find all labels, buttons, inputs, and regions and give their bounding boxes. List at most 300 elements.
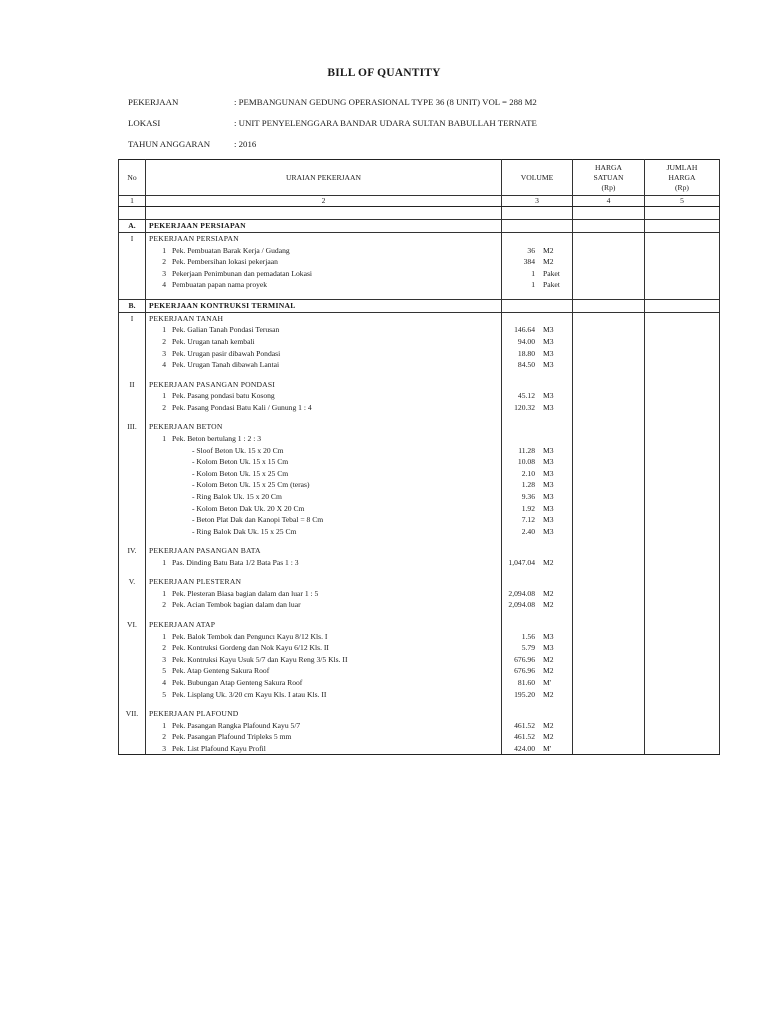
volume-quantity: 120.32	[514, 402, 535, 412]
jumlah-harga-cell	[645, 456, 720, 468]
item-desc	[146, 689, 502, 701]
group-row	[119, 421, 720, 433]
item-desc	[146, 348, 502, 360]
volume-quantity: 1,047.04	[508, 557, 535, 567]
header-harga-satuan-line: SATUAN	[593, 172, 624, 182]
jumlah-harga-cell	[645, 708, 720, 720]
table-row	[119, 279, 720, 291]
harga-satuan-cell	[573, 245, 645, 257]
no-cell	[119, 731, 146, 743]
group-title: PEKERJAAN TANAH	[146, 312, 502, 324]
no-cell	[119, 677, 146, 689]
item-desc	[146, 245, 502, 257]
item-desc	[146, 720, 502, 732]
volume-unit: M3	[543, 325, 554, 335]
meta-lokasi	[128, 118, 537, 128]
item-number: 2	[162, 732, 166, 742]
item-description: Pek. Pembuatan Barak Kerja / Gudang	[172, 245, 290, 255]
item-number: 4	[162, 360, 166, 370]
item-number: 3	[162, 743, 166, 753]
item-description: - Kolom Beton Uk. 15 x 25 Cm	[192, 468, 289, 478]
header-uraian: URAIAN PEKERJAAN	[146, 160, 502, 196]
group-title: PEKERJAAN PLAFOUND	[146, 708, 502, 720]
no-cell	[119, 207, 146, 220]
item-description: Pek. Atap Genteng Sakura Roof	[172, 666, 270, 676]
jumlah-harga-cell	[645, 514, 720, 526]
no-cell	[119, 468, 146, 480]
item-number: 1	[162, 433, 166, 443]
item-description: Pek. Galian Tanah Pondasi Terusan	[172, 325, 280, 335]
jumlah-harga-cell	[645, 743, 720, 755]
jumlah-harga-cell	[645, 689, 720, 701]
item-volume	[502, 689, 573, 701]
volume-cell	[502, 545, 573, 557]
jumlah-harga-cell	[645, 256, 720, 268]
no-cell	[119, 279, 146, 291]
harga-satuan-cell	[573, 268, 645, 280]
no-cell	[119, 526, 146, 538]
item-volume	[502, 503, 573, 515]
harga-satuan-cell	[573, 743, 645, 755]
jumlah-harga-cell	[645, 654, 720, 666]
section-code: B.	[119, 299, 146, 312]
volume-quantity: 1.28	[521, 480, 535, 490]
no-cell	[119, 611, 146, 619]
item-description: - Ring Balok Dak Uk. 15 x 25 Cm	[192, 526, 297, 536]
column-number-row	[119, 196, 720, 207]
item-description: - Ring Balok Uk. 15 x 20 Cm	[192, 491, 282, 501]
meta-value: : 2016	[234, 139, 257, 149]
boq-table	[118, 159, 720, 755]
no-cell	[119, 371, 146, 379]
table-row	[119, 588, 720, 600]
harga-satuan-cell	[573, 654, 645, 666]
item-description: Pek. Urugan tanah kembali	[172, 336, 255, 346]
item-volume	[502, 654, 573, 666]
volume-unit: M2	[543, 654, 554, 664]
gap-row	[119, 700, 720, 708]
table-row	[119, 468, 720, 480]
table-row	[119, 359, 720, 371]
no-cell	[119, 514, 146, 526]
harga-satuan-cell	[573, 324, 645, 336]
gap-row	[119, 568, 720, 576]
volume-cell	[502, 312, 573, 324]
harga-satuan-cell	[573, 421, 645, 433]
item-volume	[502, 268, 573, 280]
item-number: 3	[162, 654, 166, 664]
volume-cell	[502, 299, 573, 312]
jumlah-harga-cell	[645, 359, 720, 371]
volume-cell	[502, 619, 573, 631]
no-cell	[119, 700, 146, 708]
item-number: 1	[162, 631, 166, 641]
harga-satuan-cell	[573, 233, 645, 245]
harga-satuan-cell	[573, 371, 645, 379]
volume-unit: M3	[543, 336, 554, 346]
no-cell	[119, 336, 146, 348]
jumlah-harga-cell	[645, 526, 720, 538]
item-volume	[502, 433, 573, 445]
jumlah-harga-cell	[645, 445, 720, 457]
volume-unit: M2	[543, 732, 554, 742]
item-desc	[146, 402, 502, 414]
harga-satuan-cell	[573, 599, 645, 611]
item-desc	[146, 557, 502, 569]
volume-unit: M'	[543, 743, 552, 753]
item-desc	[146, 665, 502, 677]
jumlah-harga-cell	[645, 379, 720, 391]
volume-unit: M3	[543, 503, 554, 513]
table-row	[119, 731, 720, 743]
no-cell	[119, 433, 146, 445]
volume-unit: M2	[543, 557, 554, 567]
table-row	[119, 514, 720, 526]
item-volume	[502, 324, 573, 336]
item-desc	[146, 359, 502, 371]
harga-satuan-cell	[573, 514, 645, 526]
header-jumlah-harga	[645, 160, 720, 196]
item-description: Pek. Balok Tembok dan Penguncı Kayu 8/12 Kls. I	[172, 631, 328, 641]
item-description: Pas. Dinding Batu Bata 1/2 Bata Pas 1 : 3	[172, 557, 299, 567]
item-volume	[502, 514, 573, 526]
desc-cell	[146, 413, 502, 421]
item-description: Pek. Urugan pasir dibawah Pondasi	[172, 348, 281, 358]
item-desc	[146, 731, 502, 743]
jumlah-harga-cell	[645, 588, 720, 600]
jumlah-harga-cell	[645, 545, 720, 557]
no-cell	[119, 631, 146, 643]
harga-satuan-cell	[573, 433, 645, 445]
no-cell	[119, 390, 146, 402]
item-desc	[146, 336, 502, 348]
group-row	[119, 619, 720, 631]
item-desc	[146, 324, 502, 336]
item-description: - Sloof Beton Uk. 15 x 20 Cm	[192, 445, 284, 455]
gap-row	[119, 537, 720, 545]
desc-cell	[146, 568, 502, 576]
item-desc	[146, 526, 502, 538]
volume-quantity: 461.52	[514, 732, 535, 742]
header-jumlah-harga-line: (Rp)	[675, 182, 689, 192]
meta-label: LOKASI	[128, 118, 161, 128]
volume-cell	[502, 576, 573, 588]
group-number: IV.	[119, 545, 146, 557]
table-row	[119, 456, 720, 468]
no-cell	[119, 402, 146, 414]
item-desc	[146, 599, 502, 611]
table-row	[119, 599, 720, 611]
item-desc	[146, 268, 502, 280]
group-number: VI.	[119, 619, 146, 631]
jumlah-harga-cell	[645, 720, 720, 732]
volume-quantity: 1	[531, 280, 535, 290]
item-volume	[502, 348, 573, 360]
volume-quantity: 2.10	[521, 468, 535, 478]
volume-cell	[502, 233, 573, 245]
item-desc	[146, 588, 502, 600]
volume-quantity: 5.79	[521, 643, 535, 653]
table-row	[119, 324, 720, 336]
table-row	[119, 631, 720, 643]
item-volume	[502, 256, 573, 268]
item-number: 4	[162, 677, 166, 687]
jumlah-harga-cell	[645, 468, 720, 480]
item-volume	[502, 445, 573, 457]
section-name: PEKERJAAN KONTRUKSI TERMINAL	[146, 299, 502, 312]
no-cell	[119, 245, 146, 257]
jumlah-harga-cell	[645, 245, 720, 257]
volume-unit: Paket	[543, 280, 560, 290]
jumlah-harga-cell	[645, 324, 720, 336]
no-cell	[119, 599, 146, 611]
volume-unit: M2	[543, 257, 554, 267]
volume-unit: M3	[543, 402, 554, 412]
item-desc	[146, 514, 502, 526]
no-cell	[119, 665, 146, 677]
group-number: III.	[119, 421, 146, 433]
item-description: Pek. List Plafound Kayu Profil	[172, 743, 266, 753]
gap-row	[119, 371, 720, 379]
no-cell	[119, 256, 146, 268]
harga-satuan-cell	[573, 665, 645, 677]
no-cell	[119, 568, 146, 576]
harga-satuan-cell	[573, 456, 645, 468]
harga-satuan-cell	[573, 700, 645, 708]
volume-quantity: 676.96	[514, 654, 535, 664]
table-row	[119, 720, 720, 732]
desc-cell	[146, 207, 502, 220]
table-row	[119, 348, 720, 360]
item-volume	[502, 402, 573, 414]
item-volume	[502, 479, 573, 491]
item-description: Pekerjaan Penimbunan dan pemadatan Lokasi	[172, 268, 313, 278]
harga-satuan-cell	[573, 348, 645, 360]
volume-unit: M2	[543, 245, 554, 255]
jumlah-harga-cell	[645, 233, 720, 245]
volume-unit: M3	[543, 515, 554, 525]
harga-satuan-cell	[573, 468, 645, 480]
group-row	[119, 545, 720, 557]
volume-unit: M3	[543, 445, 554, 455]
no-cell	[119, 445, 146, 457]
volume-unit: M2	[543, 689, 554, 699]
jumlah-harga-cell	[645, 220, 720, 233]
item-volume	[502, 677, 573, 689]
item-number: 1	[162, 557, 166, 567]
volume-quantity: 11.28	[518, 445, 535, 455]
harga-satuan-cell	[573, 731, 645, 743]
volume-quantity: 1	[531, 268, 535, 278]
group-number: VII.	[119, 708, 146, 720]
table-row	[119, 503, 720, 515]
jumlah-harga-cell	[645, 390, 720, 402]
column-number: 4	[573, 196, 645, 207]
volume-cell	[502, 371, 573, 379]
harga-satuan-cell	[573, 576, 645, 588]
group-number: I	[119, 233, 146, 245]
item-volume	[502, 526, 573, 538]
table-header-row	[119, 160, 720, 196]
item-number: 2	[162, 257, 166, 267]
harga-satuan-cell	[573, 220, 645, 233]
item-description: Pek. Kontruksi Gordeng dan Nok Kayu 6/12 Kls. II	[172, 643, 329, 653]
no-cell	[119, 291, 146, 300]
volume-unit: M3	[543, 526, 554, 536]
jumlah-harga-cell	[645, 731, 720, 743]
jumlah-harga-cell	[645, 537, 720, 545]
table-row	[119, 526, 720, 538]
volume-unit: M3	[543, 457, 554, 467]
item-desc	[146, 503, 502, 515]
no-cell	[119, 720, 146, 732]
volume-cell	[502, 568, 573, 576]
harga-satuan-cell	[573, 312, 645, 324]
harga-satuan-cell	[573, 526, 645, 538]
volume-unit: M3	[543, 491, 554, 501]
spacer-row	[119, 207, 720, 220]
table-row	[119, 491, 720, 503]
table-row	[119, 689, 720, 701]
harga-satuan-cell	[573, 557, 645, 569]
item-description: Pek. Urugan Tanah dibawah Lantai	[172, 360, 280, 370]
item-desc	[146, 654, 502, 666]
harga-satuan-cell	[573, 568, 645, 576]
jumlah-harga-cell	[645, 557, 720, 569]
item-description: - Kolom Beton Uk. 15 x 15 Cm	[192, 457, 289, 467]
harga-satuan-cell	[573, 413, 645, 421]
table-row	[119, 677, 720, 689]
item-description: Pembuatan papan nama proyek	[172, 280, 268, 290]
volume-quantity: 18.80	[517, 348, 535, 358]
group-title: PEKERJAAN PASANGAN PONDASI	[146, 379, 502, 391]
volume-quantity: 9.36	[521, 491, 535, 501]
item-number: 2	[162, 600, 166, 610]
item-desc	[146, 743, 502, 755]
table-row	[119, 479, 720, 491]
header-no: No	[119, 160, 146, 196]
volume-quantity: 45.12	[517, 391, 535, 401]
volume-unit: Paket	[543, 268, 560, 278]
item-number: 2	[162, 643, 166, 653]
volume-cell	[502, 421, 573, 433]
volume-quantity: 384	[523, 257, 535, 267]
harga-satuan-cell	[573, 588, 645, 600]
group-title: PEKERJAAN PLESTERAN	[146, 576, 502, 588]
volume-cell	[502, 537, 573, 545]
item-volume	[502, 557, 573, 569]
no-cell	[119, 689, 146, 701]
no-cell	[119, 268, 146, 280]
item-description: Pek. Pasangan Rangka Plafound Kayu 5/7	[172, 720, 301, 730]
item-description: Pek. Pembersihan lokasi pekerjaan	[172, 257, 278, 267]
table-row	[119, 336, 720, 348]
item-number: 2	[162, 402, 166, 412]
no-cell	[119, 413, 146, 421]
harga-satuan-cell	[573, 479, 645, 491]
volume-quantity: 2,094.08	[508, 588, 535, 598]
item-volume	[502, 390, 573, 402]
harga-satuan-cell	[573, 619, 645, 631]
harga-satuan-cell	[573, 291, 645, 300]
table-row	[119, 557, 720, 569]
item-desc	[146, 642, 502, 654]
item-volume	[502, 336, 573, 348]
volume-quantity: 94.00	[517, 336, 535, 346]
jumlah-harga-cell	[645, 665, 720, 677]
volume-unit: M2	[543, 588, 554, 598]
volume-unit: M2	[543, 600, 554, 610]
harga-satuan-cell	[573, 677, 645, 689]
item-desc	[146, 677, 502, 689]
gap-row	[119, 291, 720, 300]
volume-quantity: 36	[527, 245, 535, 255]
section-row	[119, 220, 720, 233]
harga-satuan-cell	[573, 279, 645, 291]
harga-satuan-cell	[573, 537, 645, 545]
group-title: PEKERJAAN ATAP	[146, 619, 502, 631]
section-row	[119, 299, 720, 312]
desc-cell	[146, 371, 502, 379]
no-cell	[119, 491, 146, 503]
harga-satuan-cell	[573, 503, 645, 515]
volume-quantity: 461.52	[514, 720, 535, 730]
volume-quantity: 84.50	[517, 360, 535, 370]
harga-satuan-cell	[573, 631, 645, 643]
table-row	[119, 268, 720, 280]
item-volume	[502, 631, 573, 643]
harga-satuan-cell	[573, 491, 645, 503]
volume-quantity: 424.00	[514, 743, 535, 753]
volume-quantity: 7.12	[521, 515, 535, 525]
item-description: Pek. Pasang pondasi batu Kosong	[172, 391, 275, 401]
harga-satuan-cell	[573, 720, 645, 732]
item-volume	[502, 491, 573, 503]
group-row	[119, 233, 720, 245]
meta-value: : UNIT PENYELENGGARA BANDAR UDARA SULTAN BABULLAH TERNATE	[234, 118, 537, 128]
item-desc	[146, 256, 502, 268]
volume-quantity: 1.92	[521, 503, 535, 513]
no-cell	[119, 479, 146, 491]
jumlah-harga-cell	[645, 631, 720, 643]
jumlah-harga-cell	[645, 312, 720, 324]
jumlah-harga-cell	[645, 413, 720, 421]
jumlah-harga-cell	[645, 268, 720, 280]
table-row	[119, 743, 720, 755]
item-description: Pek. Acian Tembok bagian dalam dan luar	[172, 600, 301, 610]
column-number: 5	[645, 196, 720, 207]
group-title: PEKERJAAN BETON	[146, 421, 502, 433]
no-cell	[119, 654, 146, 666]
harga-satuan-cell	[573, 708, 645, 720]
item-description: - Kolom Beton Dak Uk. 20 X 20 Cm	[192, 503, 305, 513]
document-title: BILL OF QUANTITY	[327, 67, 441, 79]
volume-quantity: 2.40	[521, 526, 535, 536]
volume-cell	[502, 379, 573, 391]
desc-cell	[146, 611, 502, 619]
group-title: PEKERJAAN PASANGAN BATA	[146, 545, 502, 557]
volume-unit: M3	[543, 348, 554, 358]
item-desc	[146, 279, 502, 291]
item-desc	[146, 456, 502, 468]
no-cell	[119, 743, 146, 755]
no-cell	[119, 324, 146, 336]
meta-value: : PEMBANGUNAN GEDUNG OPERASIONAL TYPE 36 (8 UNIT) VOL = 288 M2	[234, 97, 537, 107]
jumlah-harga-cell	[645, 642, 720, 654]
volume-quantity: 10.08	[517, 457, 535, 467]
volume-unit: M3	[543, 468, 554, 478]
item-desc	[146, 631, 502, 643]
